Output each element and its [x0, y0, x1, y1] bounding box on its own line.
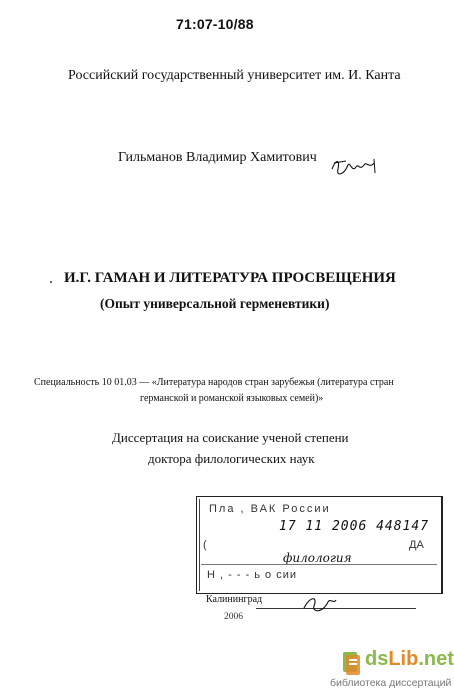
specialty-line-2: германской и романской языковых семей)» [140, 393, 324, 404]
degree-line-1: Диссертация на соискание ученой степени [112, 430, 349, 445]
stamp-signature [300, 592, 340, 616]
stamp-handwritten-word: филология [283, 551, 352, 565]
stamp-handwritten-date: 17 11 2006 448147 [279, 519, 430, 534]
watermark-tagline: библиотека диссертаций [330, 677, 452, 689]
document-code: 71:07-10/88 [176, 16, 254, 32]
author-signature [330, 155, 378, 181]
stamp-line-2-right: ДА [409, 539, 424, 551]
stamp-line-3: Н , - - - ь о сии [207, 569, 298, 581]
author-name: Гильманов Владимир Хамитович [118, 150, 317, 165]
year: 2006 [224, 612, 243, 622]
specialty-line-1: Специальность 10 01.03 — «Литература народов стран зарубежья (литература стран [34, 377, 394, 388]
stamp-line-2-left: ( [203, 539, 207, 551]
stamp-line-1: Пла , ВАК России [209, 503, 331, 515]
degree-line-2: доктора филологических наук [148, 451, 315, 466]
city: Калининград [206, 594, 263, 605]
watermark-site-name: dsLib.net [365, 648, 454, 670]
vak-stamp [196, 496, 443, 594]
stamp-rule [201, 564, 437, 565]
dissertation-title: И.Г. ГАМАН И ЛИТЕРАТУРА ПРОСВЕЩЕНИЯ [64, 270, 396, 286]
dslib-logo-icon [340, 649, 362, 677]
stray-dot [50, 281, 52, 283]
dissertation-subtitle: (Опыт универсальной герменевтики) [100, 296, 330, 311]
university-name: Российский государственный университет им. И. Канта [68, 68, 401, 83]
